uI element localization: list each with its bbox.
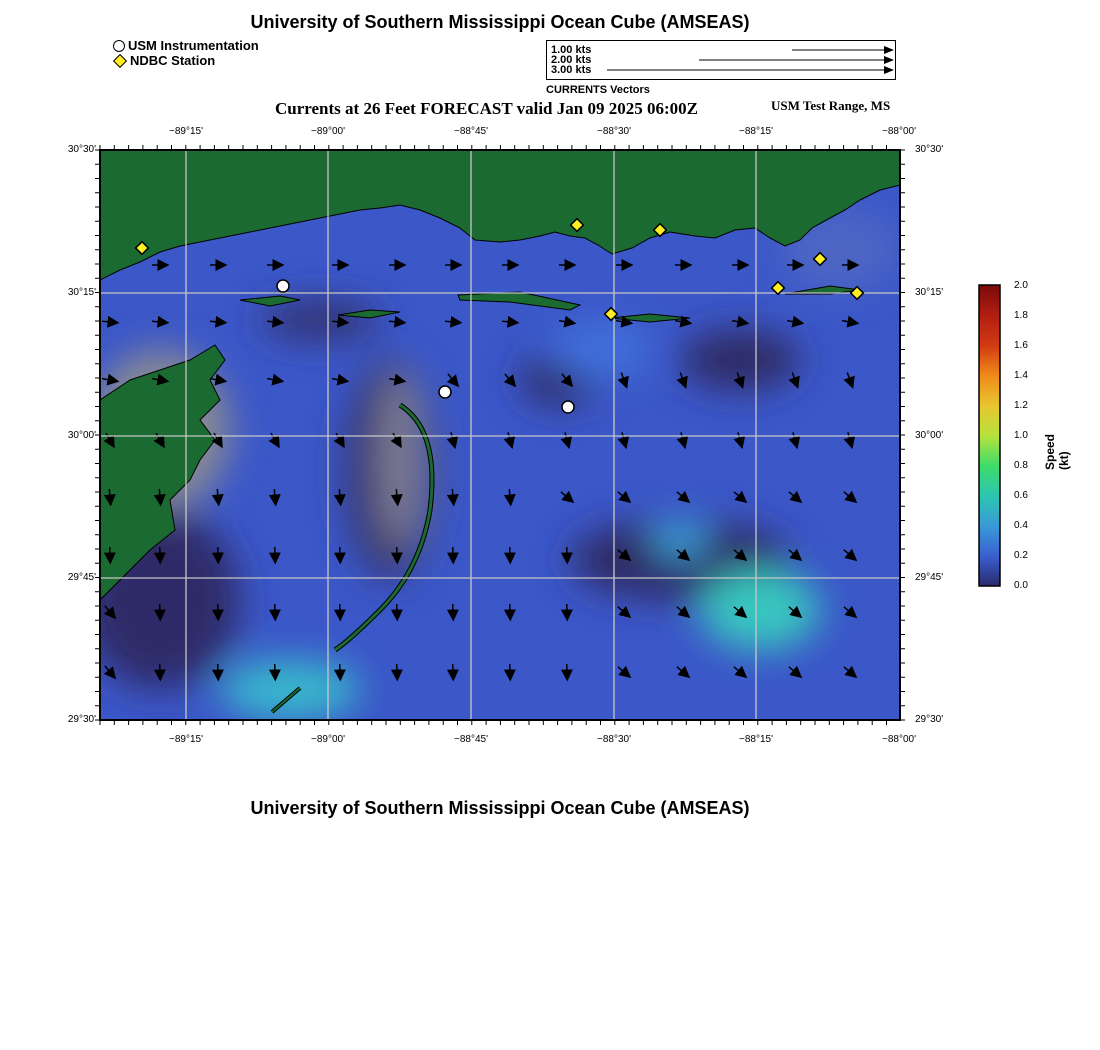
lat-tick-label: 29°45' <box>915 572 944 583</box>
current-vector <box>160 664 161 680</box>
colorbar-tick-label: 1.4 <box>1014 370 1028 381</box>
main-title: University of Southern Mississippi Ocean Cube (AMSEAS) <box>250 12 750 32</box>
colorbar <box>978 284 1008 589</box>
vector-caption: CURRENTS Vectors <box>546 84 650 96</box>
lon-tick-label: −88°30' <box>597 734 631 745</box>
vector-scale-row-3: 3.00 kts <box>551 64 592 76</box>
lon-tick-label: −88°45' <box>454 734 488 745</box>
colorbar-tick-label: 1.6 <box>1014 340 1028 351</box>
lat-tick-label: 30°30' <box>67 144 96 155</box>
lat-tick-label: 30°00' <box>915 430 944 441</box>
vector-scale-row-2: 2.00 kts <box>551 54 592 66</box>
colorbar-label-text: Speed (kt) <box>1043 433 1071 470</box>
current-vector <box>275 664 276 680</box>
lon-tick-label: −88°45' <box>454 126 488 137</box>
current-vector <box>397 547 398 563</box>
colorbar-tick-label: 0.4 <box>1014 520 1028 531</box>
current-vector <box>275 604 276 620</box>
lat-tick-label: 29°45' <box>67 572 96 583</box>
current-vector <box>453 604 454 620</box>
colorbar-label <box>1043 413 1071 470</box>
current-vector <box>340 664 341 680</box>
lon-tick-label: −89°00' <box>311 126 345 137</box>
colorbar-tick-label: 2.0 <box>1014 280 1028 291</box>
current-vector <box>397 604 398 620</box>
usm-instrument-marker <box>439 386 451 398</box>
colorbar-tick-label: 0.8 <box>1014 460 1028 471</box>
lon-tick-label: −89°15' <box>169 734 203 745</box>
current-vector <box>218 604 219 620</box>
colorbar-tick-label: 0.2 <box>1014 550 1028 561</box>
current-vector <box>397 664 398 680</box>
current-vector <box>567 547 568 563</box>
forecast-subtitle: Currents at 26 Feet FORECAST valid Jan 09 2025 06:00Z <box>275 99 698 118</box>
bottom-title: University of Southern Mississippi Ocean Cube (AMSEAS) <box>250 798 750 818</box>
current-vector <box>340 604 341 620</box>
current-vector <box>453 664 454 680</box>
lat-tick-label: 30°15' <box>67 287 96 298</box>
current-vector <box>218 547 219 563</box>
lat-tick-label: 30°00' <box>67 430 96 441</box>
current-vector <box>218 664 219 680</box>
colorbar-tick-label: 1.8 <box>1014 310 1028 321</box>
legend-ndbc-label: NDBC Station <box>130 53 216 68</box>
current-vector <box>453 547 454 563</box>
lat-tick-label: 30°15' <box>915 287 944 298</box>
colorbar-tick-label: 1.0 <box>1014 430 1028 441</box>
current-vector <box>340 547 341 563</box>
current-vector <box>160 547 161 563</box>
usm-instrument-marker <box>562 401 574 413</box>
lat-tick-label: 29°30' <box>915 714 944 725</box>
colorbar-tick-label: 1.2 <box>1014 400 1028 411</box>
current-vector <box>110 547 111 563</box>
current-vector <box>567 664 568 680</box>
lat-tick-label: 30°30' <box>915 144 944 155</box>
lon-tick-label: −88°15' <box>739 126 773 137</box>
current-vector <box>275 547 276 563</box>
lon-tick-label: −89°00' <box>311 734 345 745</box>
vector-scale-row-1: 1.00 kts <box>551 44 592 56</box>
colorbar-tick-label: 0.6 <box>1014 490 1028 501</box>
lon-tick-label: −88°30' <box>597 126 631 137</box>
current-vector <box>510 664 511 680</box>
colorbar-tick-label: 0.0 <box>1014 580 1028 591</box>
current-vector <box>510 604 511 620</box>
range-label: USM Test Range, MS <box>771 98 891 113</box>
usm-instrument-marker <box>277 280 289 292</box>
lat-tick-label: 29°30' <box>67 714 96 725</box>
lon-tick-label: −88°15' <box>739 734 773 745</box>
current-vector <box>510 547 511 563</box>
lon-tick-label: −89°15' <box>169 126 203 137</box>
legend-usm-label: USM Instrumentation <box>128 38 259 53</box>
lon-tick-label: −88°00' <box>882 734 916 745</box>
lon-tick-label: −88°00' <box>882 126 916 137</box>
current-vector <box>567 604 568 620</box>
current-vector <box>160 604 161 620</box>
